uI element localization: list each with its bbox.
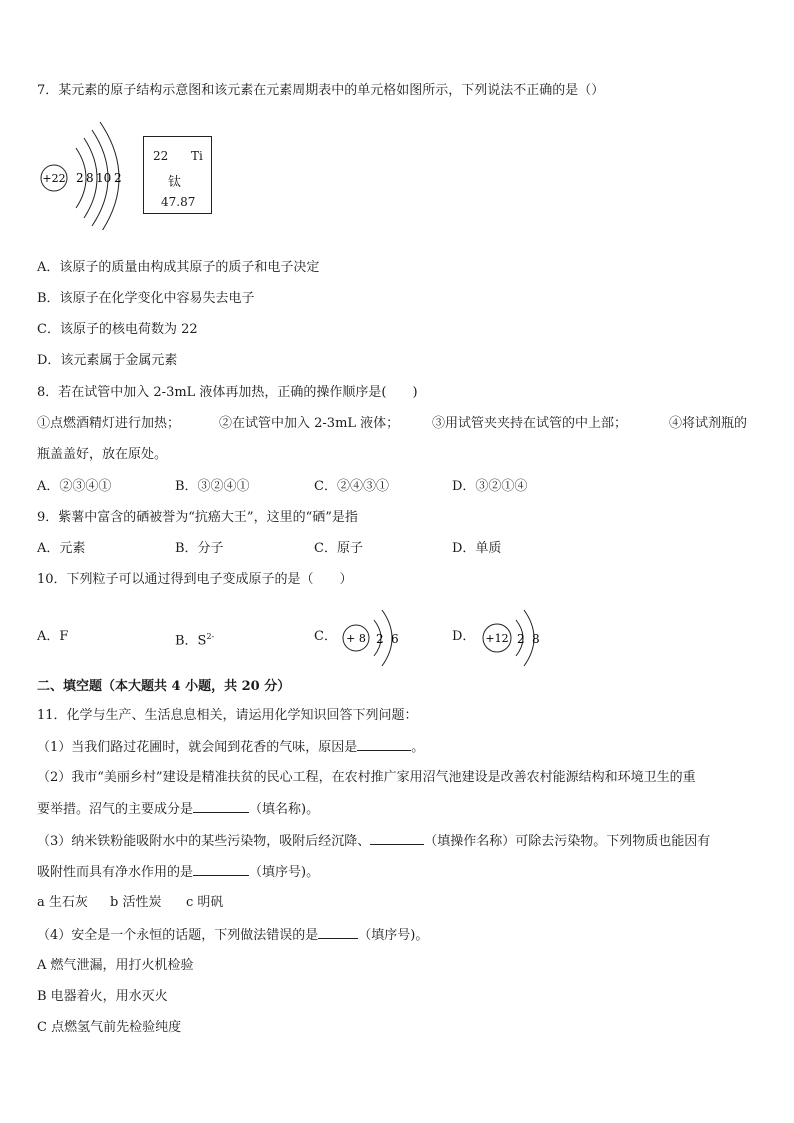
element-name: 钛 <box>168 175 182 190</box>
q9-option-d: D．单质 <box>452 541 502 556</box>
shell-electron-count: 2 <box>517 632 525 646</box>
q9-option-a: A．元素 <box>37 541 86 556</box>
q11-part2-text: 要举措。沼气的主要成分是 <box>37 802 194 817</box>
q8-step: ④将试剂瓶的 <box>669 416 748 431</box>
ion-nucleus-charge: + 8 <box>346 632 366 645</box>
answer-blank[interactable] <box>193 863 249 876</box>
q7-option-b: B．该原子在化学变化中容易失去电子 <box>37 291 255 306</box>
atom-nucleus-charge: +22 <box>42 172 66 185</box>
q11-part2-hint: （填名称)。 <box>249 802 320 817</box>
q11-part4-option: B 电器着火，用水灭火 <box>37 989 168 1004</box>
q10-option-b-text: B．S <box>175 633 207 649</box>
answer-blank[interactable] <box>318 926 358 939</box>
q10-option-c-label: C． <box>314 629 337 644</box>
q9-option-c: C．原子 <box>314 541 363 556</box>
shell-electron-count: 10 <box>96 171 112 185</box>
q8-option-c: C．②④③① <box>314 479 389 494</box>
shell-electron-count: 8 <box>86 171 94 185</box>
q11-part2-line1: （2）我市“美丽乡村”建设是精准扶贫的民心工程，在农村推广家用沼气池建设是改善农村能源结构和环境卫生的重 <box>37 770 696 785</box>
shell-electron-count: 2 <box>114 171 122 185</box>
q9-stem: 9．紫薯中富含的硒被誉为“抗癌大王”，这里的“硒”是指 <box>37 510 358 525</box>
q11-part4-option: C 点燃氢气前先检验纯度 <box>37 1020 182 1035</box>
q11-part3-option: a 生石灰 <box>37 895 88 910</box>
atomic-number: 22 <box>153 149 169 163</box>
shell-electron-count: 2 <box>76 171 84 185</box>
q11-part3-hint: （填序号)。 <box>249 865 320 880</box>
periodic-table-cell <box>143 136 212 214</box>
q8-stem: 8．若在试管中加入 2-3mL 液体再加热，正确的操作顺序是( ) <box>37 385 418 400</box>
q8-option-b: B．③②④① <box>175 479 250 494</box>
q10-option-b-charge: 2- <box>206 632 215 641</box>
atomic-mass: 47.87 <box>161 195 196 209</box>
element-symbol: Ti <box>191 149 203 163</box>
q11-part3-line1 <box>37 832 710 851</box>
answer-blank[interactable] <box>357 738 411 751</box>
q7-stem: 7．某元素的原子结构示意图和该元素在元素周期表中的单元格如图所示，下列说法不正确的是（） <box>37 83 605 98</box>
q9-option-b: B．分子 <box>175 541 224 556</box>
q7-option-c: C．该原子的核电荷数为 22 <box>37 322 198 337</box>
q11-part3-option: c 明矾 <box>186 895 224 910</box>
q8-step-continuation: 瓶盖盖好，放在原处。 <box>37 447 168 462</box>
q8-option-d: D．③②①④ <box>452 479 528 494</box>
q11-part4-option: A 燃气泄漏，用打火机检验 <box>37 958 194 973</box>
section-title: 二、填空题（本大题共 4 小题，共 20 分） <box>37 679 291 694</box>
q11-part3-line2 <box>37 863 319 882</box>
q10-option-d-label: D． <box>452 629 476 644</box>
q11-part1-text: （1）当我们路过花圃时，就会闻到花香的气味，原因是 <box>37 740 358 755</box>
q11-part2-line2 <box>37 800 319 819</box>
q10-option-a: A．F <box>37 629 69 644</box>
q8-option-a: A．②③④① <box>37 479 112 494</box>
q11-part1-end: 。 <box>411 740 425 755</box>
q11-part3-text: （3）纳米铁粉能吸附水中的某些污染物，吸附后经沉降、 <box>37 834 371 849</box>
answer-blank[interactable] <box>370 832 424 845</box>
q11-stem: 11．化学与生产、生活息息相关，请运用化学知识回答下列问题： <box>37 708 418 723</box>
shell-electron-count: 6 <box>391 632 399 646</box>
q10-option-b <box>175 628 214 650</box>
q7-option-a: A．该原子的质量由构成其原子的质子和电子决定 <box>37 260 320 275</box>
q8-step: ③用试管夹夹持在试管的中上部； <box>432 416 628 431</box>
q11-part1 <box>37 738 424 757</box>
q11-part4-text: （4）安全是一个永恒的话题，下列做法错误的是 <box>37 928 319 943</box>
q10-option-c-ion-diagram <box>340 604 410 672</box>
q8-step: ①点燃酒精灯进行加热； <box>37 416 181 431</box>
shell-electron-count: 8 <box>532 632 540 646</box>
q10-option-d-ion-diagram <box>480 604 552 672</box>
q11-part4 <box>37 926 428 945</box>
q11-part3-hint: （填操作名称）可除去污染物。下列物质也能因有 <box>424 834 711 849</box>
q11-part3-text: 吸附性而具有净水作用的是 <box>37 865 194 880</box>
q8-step: ②在试管中加入 2-3mL 液体； <box>219 416 400 431</box>
q11-part3-option: b 活性炭 <box>110 895 162 910</box>
ion-nucleus-charge: +12 <box>485 632 509 645</box>
atom-structure-diagram <box>38 118 130 230</box>
q11-part4-hint: （填序号)。 <box>358 928 429 943</box>
answer-blank[interactable] <box>193 800 249 813</box>
q7-option-d: D．该元素属于金属元素 <box>37 353 178 368</box>
shell-electron-count: 2 <box>376 632 384 646</box>
q10-stem: 10．下列粒子可以通过得到电子变成原子的是（ ） <box>37 572 353 587</box>
